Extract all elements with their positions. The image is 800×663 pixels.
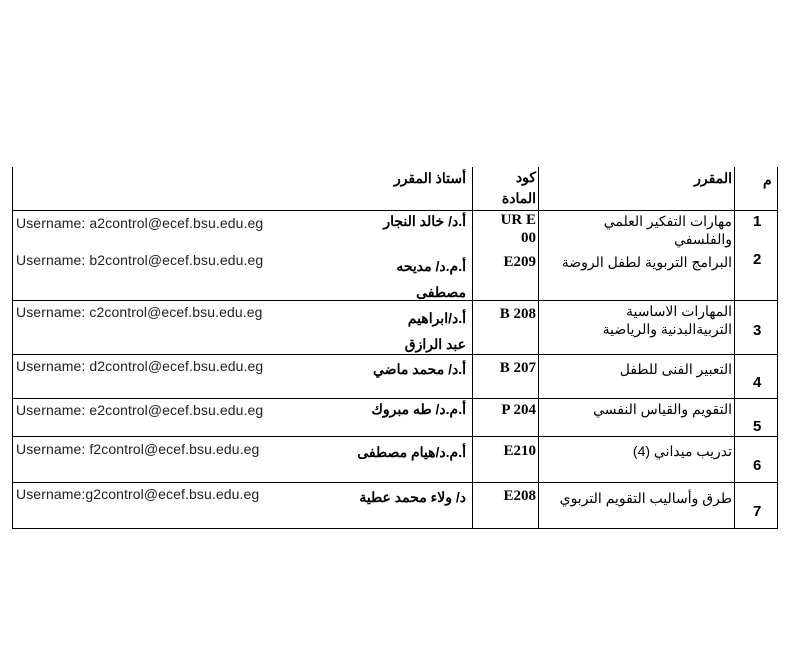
column-divider bbox=[538, 167, 539, 529]
course-name: طرق وأساليب التقويم التربوي bbox=[559, 490, 732, 506]
course-name: التعبير الفنى للطفل bbox=[619, 361, 732, 377]
row-divider bbox=[12, 436, 778, 437]
course-code-line1: UR E bbox=[500, 212, 536, 228]
professor-name: د/ ولاء محمد عطية bbox=[359, 489, 466, 505]
username-text: Username: d2control@ecef.bsu.edu.eg bbox=[16, 358, 264, 374]
course-table bbox=[12, 167, 778, 529]
course-code: B 208 bbox=[499, 306, 536, 322]
header-number: م bbox=[763, 172, 772, 188]
username-text: Username: e2control@ecef.bsu.edu.eg bbox=[16, 402, 264, 418]
table-left-border bbox=[12, 167, 13, 529]
course-code: B 207 bbox=[499, 360, 536, 376]
username-text: Username: c2control@ecef.bsu.edu.eg bbox=[16, 304, 263, 320]
course-name: التقويم والقياس النفسي bbox=[593, 401, 732, 417]
row-divider bbox=[12, 354, 778, 355]
row-number: 7 bbox=[753, 503, 762, 520]
course-name: البرامج التربوية لطفل الروضة bbox=[561, 254, 732, 270]
header-course: المقرر bbox=[694, 170, 732, 186]
professor-name: أ.م.د/ مديحه مصطفى bbox=[396, 258, 466, 300]
course-name: المهارات الاساسية التربيةالبدنية والرياضية bbox=[602, 303, 732, 337]
header-code bbox=[482, 167, 536, 209]
header-professor: أستاذ المقرر bbox=[393, 170, 466, 186]
course-code: E210 bbox=[503, 443, 536, 459]
column-divider bbox=[734, 167, 735, 529]
row-number: 6 bbox=[753, 457, 762, 474]
professor-name: أ.د/ابراهيم عبد الرازق bbox=[404, 310, 466, 352]
professor-name: أ.م.د/هيام مصطفى bbox=[357, 444, 466, 460]
header-code-line1: كود bbox=[515, 169, 536, 185]
row-number: 4 bbox=[753, 374, 762, 391]
username-text: Username: a2control@ecef.bsu.edu.eg bbox=[16, 215, 264, 231]
username-text: Username: f2control@ecef.bsu.edu.eg bbox=[16, 441, 260, 457]
course-name: مهارات التفكير العلمي والفلسفي bbox=[603, 213, 732, 247]
row-number: 3 bbox=[753, 322, 762, 339]
course-code: P 204 bbox=[501, 402, 536, 418]
course-name: تدريب ميداني (4) bbox=[632, 443, 732, 459]
course-code bbox=[482, 211, 536, 247]
professor-name: أ.د/ خالد النجار bbox=[383, 213, 466, 229]
row-number: 1 bbox=[753, 213, 762, 230]
header-code-line2: المادة bbox=[501, 190, 536, 206]
column-divider bbox=[472, 167, 473, 529]
course-code-line2: 00 bbox=[521, 230, 536, 246]
row-divider bbox=[12, 482, 778, 483]
table-bottom-border bbox=[12, 528, 778, 529]
row-number: 5 bbox=[753, 418, 762, 435]
course-code: E209 bbox=[503, 254, 536, 270]
table-right-border bbox=[777, 167, 778, 529]
row-divider bbox=[12, 210, 778, 211]
row-divider bbox=[12, 398, 778, 399]
professor-name: أ.م.د/ طه مبروك bbox=[371, 401, 466, 417]
row-number: 2 bbox=[753, 251, 762, 268]
professor-name: أ.د/ محمد ماضي bbox=[373, 361, 466, 377]
username-text: Username:g2control@ecef.bsu.edu.eg bbox=[16, 486, 260, 502]
course-code: E208 bbox=[503, 488, 536, 504]
username-text: Username: b2control@ecef.bsu.edu.eg bbox=[16, 252, 264, 268]
